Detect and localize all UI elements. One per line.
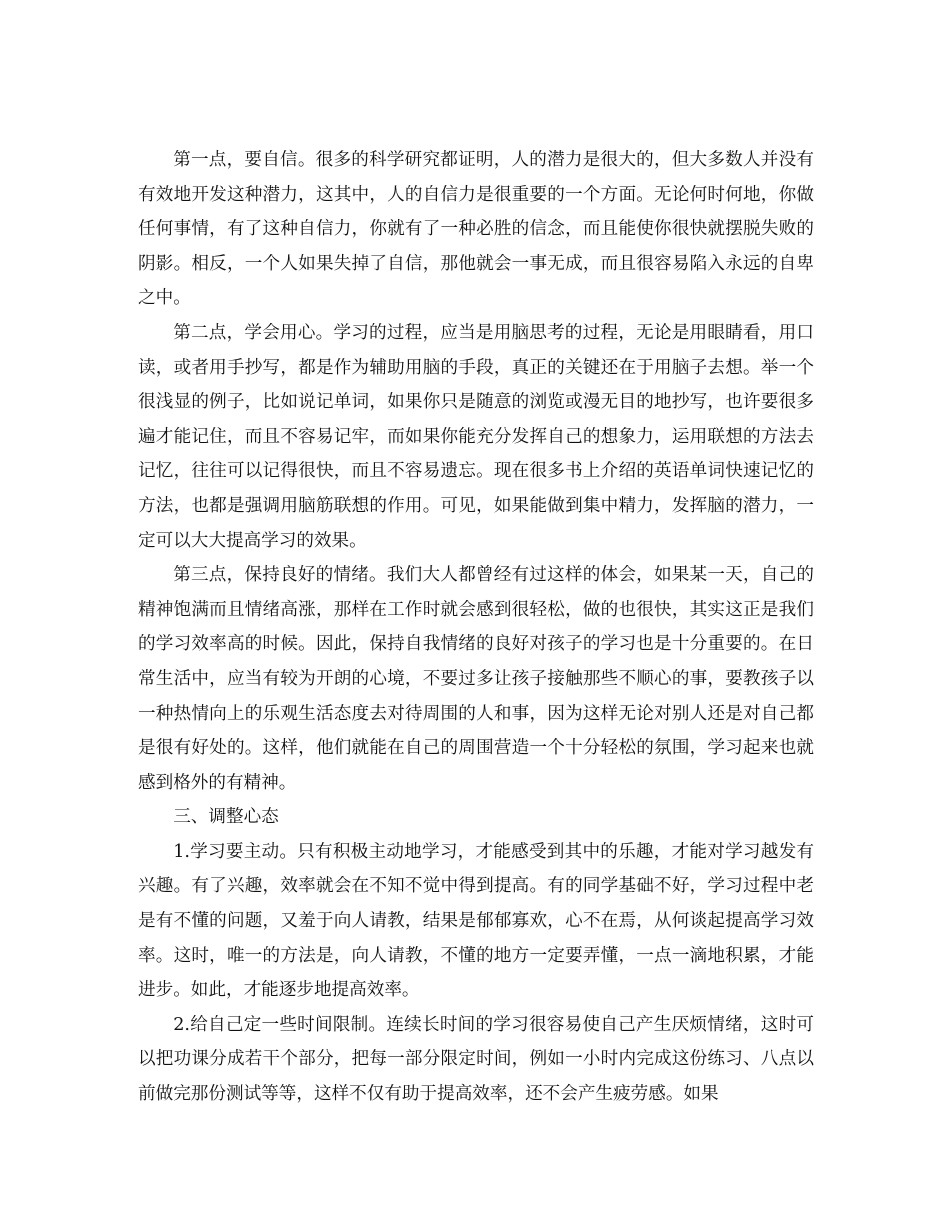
paragraph-active-learning: 1.学习要主动。只有积极主动地学习，才能感受到其中的乐趣，才能对学习越发有兴趣。有了兴趣，效率就会在不知不觉中得到提高。有的同学基础不好，学习过程中老是有不懂的问题，又羞于向人请教，结果是郁郁寡欢，心不在焉，从何谈起提高学习效率。这时，唯一的方法是，向人请教，不懂的地方一定要弄懂，一点一滴地积累，才能进步。如此，才能逐步地提高效率。 xyxy=(138,841,814,1001)
section-heading-adjust-mindset: 三、调整心态 xyxy=(173,807,279,828)
paragraph-attentive-learning: 第二点，学会用心。学习的过程，应当是用脑思考的过程，无论是用眼睛看，用口读，或者用手抄写，都是作为辅助用脑的手段，真正的关键还在于用脑子去想。举一个很浅显的例子，比如说记单词，如果你只是随意的浏览或漫无目的地抄写，也许要很多遍才能记住，而且不容易记牢，而如果你能充分发挥自己的想象力，运用联想的方法去记忆，往往可以记得很快，而且不容易遗忘。现在很多书上介绍的英语单词快速记忆的方法，也都是强调用脑筋联想的作用。可见，如果能做到集中精力，发挥脑的潜力，一定可以大大提高学习的效果。 xyxy=(138,322,814,551)
paragraph-confidence: 第一点，要自信。很多的科学研究都证明，人的潜力是很大的，但大多数人并没有有效地开发这种潜力，这其中，人的自信力是很重要的一个方面。无论何时何地，你做任何事情，有了这种自信力，你就有了一种必胜的信念，而且能使你很快就摆脱失败的阴影。相反，一个人如果失掉了自信，那他就会一事无成，而且很容易陷入永远的自卑之中。 xyxy=(138,150,814,309)
document-body xyxy=(138,143,814,1112)
paragraph-time-limits: 2.给自己定一些时间限制。连续长时间的学习很容易使自己产生厌烦情绪，这时可以把功课分成若干个部分，把每一部分限定时间，例如一小时内完成这份练习、八点以前做完那份测试等等，这样不仅有助于提高效率，还不会产生疲劳感。如果 xyxy=(138,1014,814,1105)
paragraph-good-mood: 第三点，保持良好的情绪。我们大人都曾经有过这样的体会，如果某一天，自己的精神饱满而且情绪高涨，那样在工作时就会感到很轻松，做的也很快，其实这正是我们的学习效率高的时候。因此，保持自我情绪的良好对孩子的学习也是十分重要的。在日常生活中，应当有较为开朗的心境，不要过多让孩子接触那些不顺心的事，要教孩子以一种热情向上的乐观生活态度去对待周围的人和事，因为这样无论对别人还是对自己都是很有好处的。这样，他们就能在自己的周围营造一个十分轻松的氛围，学习起来也就感到格外的有精神。 xyxy=(138,565,814,793)
